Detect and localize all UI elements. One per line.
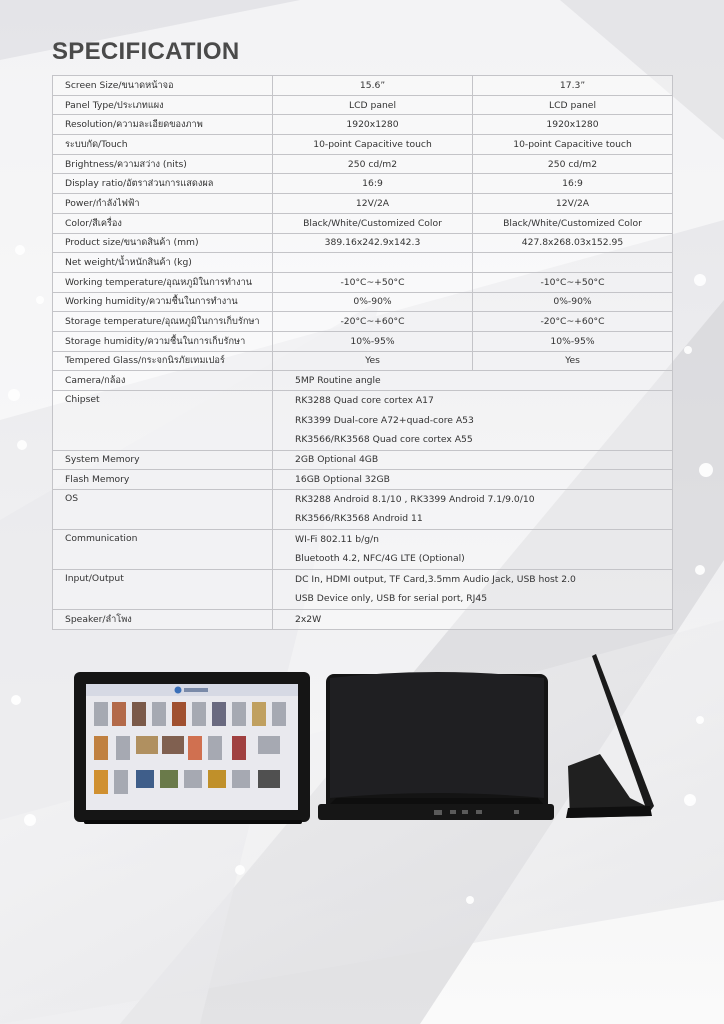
tablet-side-image (566, 654, 654, 818)
table-row-io (53, 569, 673, 609)
spec-value-15: LCD panel (273, 95, 473, 115)
product-images (0, 648, 724, 828)
tablet-back-image (318, 672, 554, 820)
spec-label: Storage temperature/อุณหภูมิในการเก็บรักษา (53, 312, 273, 332)
spec-value: 16GB Optional 32GB (273, 470, 673, 490)
table-row (53, 351, 673, 371)
table-row (53, 213, 673, 233)
spec-value-17: 12V/2A (473, 194, 673, 214)
spec-line: USB Device only, USB for serial port, RJ45 (295, 593, 488, 605)
spec-value-15: 0%-90% (273, 292, 473, 312)
spec-label: Communication (53, 529, 273, 569)
spec-value-15: Black/White/Customized Color (273, 213, 473, 233)
spec-value-15: 16:9 (273, 174, 473, 194)
spec-value-17: 0%-90% (473, 292, 673, 312)
table-row (53, 95, 673, 115)
spec-value-17: 16:9 (473, 174, 673, 194)
table-row (53, 292, 673, 312)
spec-value (273, 391, 673, 451)
table-row (53, 312, 673, 332)
spec-value-15 (273, 253, 473, 273)
spec-value-17: 1920x1280 (473, 115, 673, 135)
tablet-front-image (74, 672, 310, 824)
table-row-flash (53, 470, 673, 490)
spec-value (273, 529, 673, 569)
spec-value-17: 427.8x268.03x152.95 (473, 233, 673, 253)
spec-line: Bluetooth 4.2, NFC/4G LTE (Optional) (295, 553, 465, 565)
spec-label: Working humidity/ความชื้นในการทำงาน (53, 292, 273, 312)
spec-value-15: 10%-95% (273, 331, 473, 351)
spec-value-17: Yes (473, 351, 673, 371)
table-row-communication (53, 529, 673, 569)
spec-label: Input/Output (53, 569, 273, 609)
table-row-os (53, 489, 673, 529)
spec-label: Display ratio/อัตราส่วนการแสดงผล (53, 174, 273, 194)
spec-value-17 (473, 253, 673, 273)
spec-label: Resolution/ความละเอียดของภาพ (53, 115, 273, 135)
spec-label: Power/กำลังไฟฟ้า (53, 194, 273, 214)
table-row (53, 272, 673, 292)
table-row (53, 194, 673, 214)
spec-line: RK3288 Android 8.1/10 , RK3399 Android 7.1/9.0/10 (295, 493, 535, 505)
spec-value-15: 12V/2A (273, 194, 473, 214)
page-title: SPECIFICATION (52, 38, 240, 65)
spec-label: Camera/กล้อง (53, 371, 273, 391)
spec-value-17: 10-point Capacitive touch (473, 135, 673, 155)
spec-label: System Memory (53, 450, 273, 470)
table-row-memory (53, 450, 673, 470)
spec-value-15: 15.6” (273, 76, 473, 96)
spec-value-15: 1920x1280 (273, 115, 473, 135)
spec-line: RK3566/RK3568 Quad core cortex A55 (295, 434, 473, 445)
spec-label: Color/สีเครื่อง (53, 213, 273, 233)
spec-value-15: -10°C~+50°C (273, 272, 473, 292)
spec-value-15: 389.16x242.9x142.3 (273, 233, 473, 253)
spec-value-15: 10-point Capacitive touch (273, 135, 473, 155)
spec-value (273, 569, 673, 609)
spec-label: Storage humidity/ความชื้นในการเก็บรักษา (53, 331, 273, 351)
spec-label: Chipset (53, 391, 273, 451)
spec-label: Screen Size/ขนาดหน้าจอ (53, 76, 273, 96)
spec-label: Panel Type/ประเภทแผง (53, 95, 273, 115)
spec-value: 5MP Routine angle (273, 371, 673, 391)
spec-value-15: Yes (273, 351, 473, 371)
spec-value (273, 489, 673, 529)
spec-value-17: 10%-95% (473, 331, 673, 351)
table-row (53, 253, 673, 273)
table-row (53, 154, 673, 174)
spec-value-15: 250 cd/m2 (273, 154, 473, 174)
spec-label: Working temperature/อุณหภูมิในการทำงาน (53, 272, 273, 292)
spec-value-17: 17.3” (473, 76, 673, 96)
spec-line: DC In, HDMI output, TF Card,3.5mm Audio Jack, USB host 2.0 (295, 573, 576, 585)
spec-value-17: LCD panel (473, 95, 673, 115)
spec-label: Product size/ขนาดสินค้า (mm) (53, 233, 273, 253)
spec-label: Brightness/ความสว่าง (nits) (53, 154, 273, 174)
spec-value-17: 250 cd/m2 (473, 154, 673, 174)
spec-value-17: Black/White/Customized Color (473, 213, 673, 233)
spec-label: Tempered Glass/กระจกนิรภัยเทมเปอร์ (53, 351, 273, 371)
table-row (53, 331, 673, 351)
table-row-chipset (53, 391, 673, 451)
spec-value-17: -10°C~+50°C (473, 272, 673, 292)
spec-line: RK3288 Quad core cortex A17 (295, 395, 434, 406)
table-row (53, 115, 673, 135)
spec-label: Net weight/น้ำหนักสินค้า (kg) (53, 253, 273, 273)
table-row-speaker (53, 609, 673, 629)
spec-line: WI-Fi 802.11 b/g/n (295, 533, 379, 545)
spec-line: RK3566/RK3568 Android 11 (295, 513, 423, 525)
spec-label: OS (53, 489, 273, 529)
table-row (53, 76, 673, 96)
table-row-camera (53, 371, 673, 391)
spec-value-17: -20°C~+60°C (473, 312, 673, 332)
table-row (53, 233, 673, 253)
spec-value: 2x2W (273, 609, 673, 629)
spec-table (52, 75, 673, 630)
spec-label: Flash Memory (53, 470, 273, 490)
table-row (53, 174, 673, 194)
spec-line: RK3399 Dual-core A72+quad-core A53 (295, 414, 474, 426)
table-row (53, 135, 673, 155)
spec-value-15: -20°C~+60°C (273, 312, 473, 332)
spec-label: ระบบกัด/Touch (53, 135, 273, 155)
spec-rows-two (53, 76, 673, 630)
spec-value: 2GB Optional 4GB (273, 450, 673, 470)
spec-label: Speaker/ลำโพง (53, 609, 273, 629)
